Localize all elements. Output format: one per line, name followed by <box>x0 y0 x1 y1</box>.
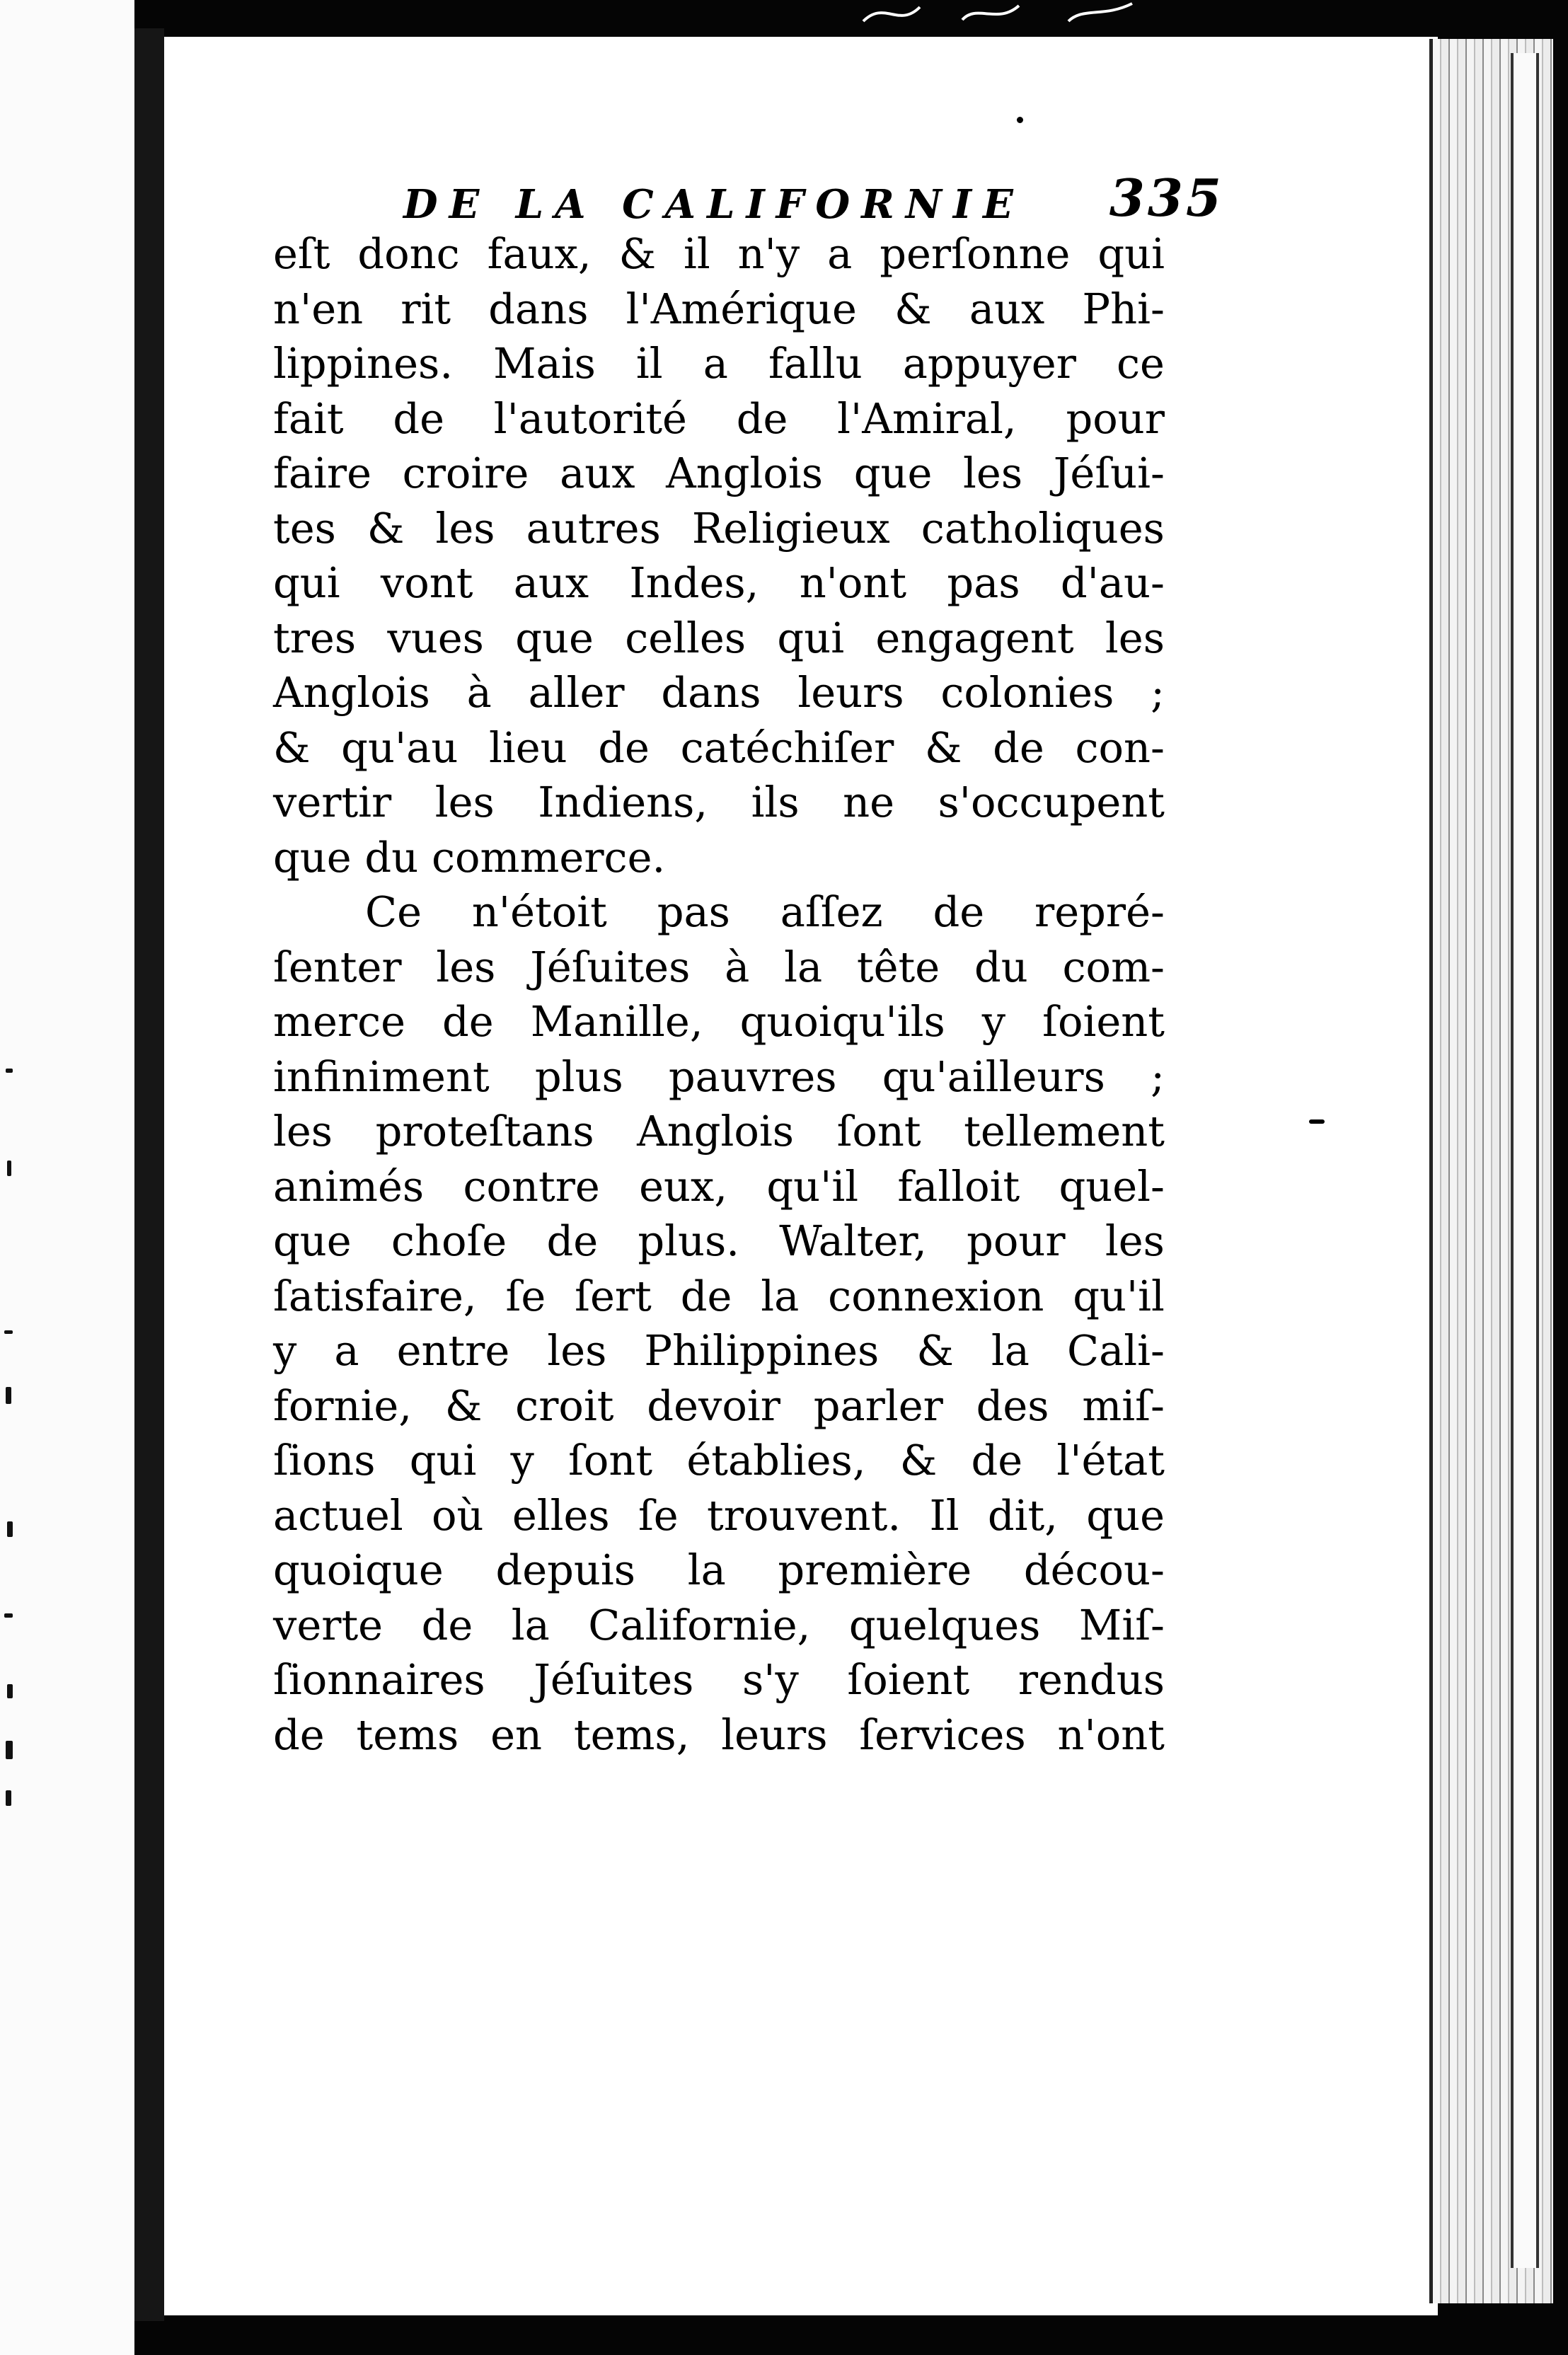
text-line: ſionnaires Jéſuites s'y ſoient rendus <box>273 1655 1165 1704</box>
page-edge-fold <box>1511 53 1539 2268</box>
text-line: ſions qui y ſont établies, & de l'état <box>273 1436 1165 1485</box>
text-line: ſenter les Jéſuites à la tête du com- <box>273 942 1165 991</box>
page-edges <box>1429 39 1553 2303</box>
text-line: & qu'au lieu de catéchiſer & de con- <box>273 722 1165 772</box>
text-line: Anglois à aller dans leurs colonies ; <box>273 668 1165 717</box>
text-line: tes & les autres Religieux catholiques <box>273 503 1165 553</box>
text-line: infiniment plus pauvres qu'ailleurs ; <box>273 1052 1165 1101</box>
book-gutter-shadow <box>134 28 164 2321</box>
text-line: verte de la Californie, quelques Miſ- <box>273 1600 1165 1649</box>
text-line: de tems en tems, leurs ſervices n'ont <box>273 1710 1165 1759</box>
text-line: tres vues que celles qui engagent les <box>273 613 1165 662</box>
stray-ink-dot <box>1017 117 1023 123</box>
ink-marks-top <box>856 0 1139 28</box>
body-text <box>273 226 1165 1762</box>
text-line: vertir les Indiens, ils ne s'occupent <box>273 778 1165 827</box>
text-line: merce de Manille, quoiqu'ils y ſoient <box>273 997 1165 1046</box>
text-line: que du commerce. <box>273 832 666 882</box>
running-head <box>403 164 1224 228</box>
text-line: lippines. Mais il a fallu appuyer ce <box>273 339 1165 388</box>
text-line: ſatisfaire, ſe ſert de la connexion qu'il <box>273 1271 1165 1320</box>
text-line: faire croire aux Anglois que les Jéſui- <box>273 449 1165 497</box>
text-line: Ce n'étoit pas aſſez de repré- <box>365 887 1165 936</box>
text-line: actuel où elles ſe trouvent. Il dit, que <box>273 1490 1165 1540</box>
text-line: quoique depuis la première décou- <box>273 1545 1165 1594</box>
text-line: les proteſtans Anglois ſont tellement <box>273 1107 1165 1156</box>
text-line: fait de l'autorité de l'Amiral, pour <box>273 393 1165 443</box>
text-line: y a entre les Philippines & la Cali- <box>273 1326 1165 1375</box>
text-line: que choſe de plus. Walter, pour les <box>273 1216 1165 1265</box>
page-number: 335 <box>1109 168 1224 228</box>
text-line: qui vont aux Indes, n'ont pas d'au- <box>273 558 1165 607</box>
facing-page-edge <box>0 0 134 2355</box>
text-line: n'en rit dans l'Amérique & aux Phi- <box>273 284 1165 333</box>
text-line: eſt donc faux, & il n'y a perſonne qui <box>273 229 1165 278</box>
text-line: animés contre eux, qu'il falloit quel- <box>273 1161 1165 1211</box>
text-line: fornie, & croit devoir parler des miſ- <box>273 1381 1165 1430</box>
stray-ink-dash <box>1309 1119 1325 1124</box>
running-title: DE LA CALIFORNIE <box>403 181 1025 228</box>
